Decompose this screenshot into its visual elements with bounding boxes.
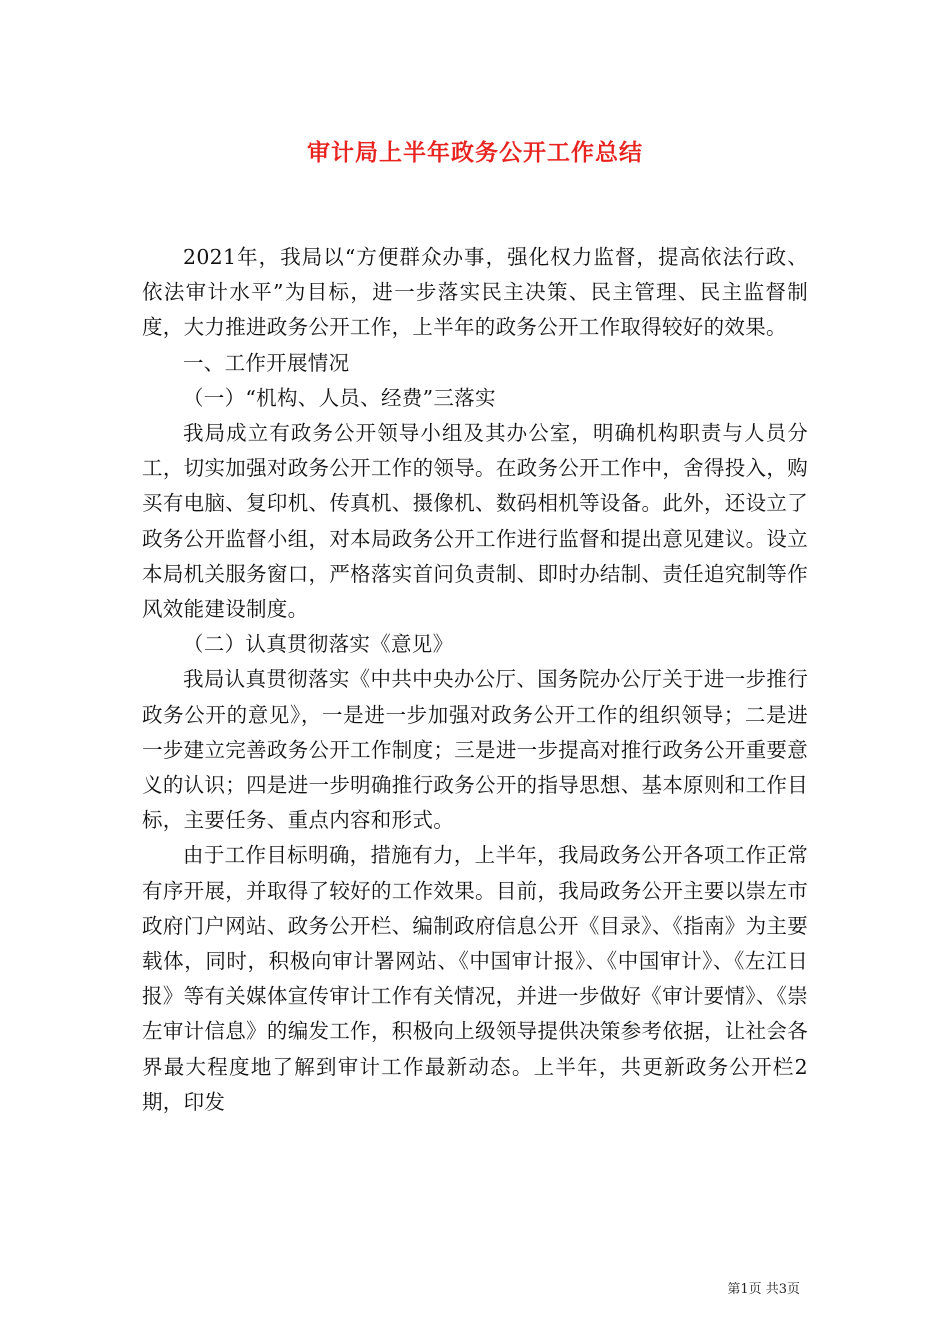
paragraph-intro: 2021年，我局以“方便群众办事，强化权力监督，提高依法行政、依法审计水平”为目标，进一步落实民主决策、民主管理、民主监督制度，大力推进政务公开工作，上半年的政务公开工作取得较好的效果。: [142, 245, 808, 340]
section-heading-1: 一、工作开展情况: [183, 350, 350, 375]
paragraph-implementation: 我局认真贯彻落实《中共中央办公厅、国务院办公厅关于进一步推行政务公开的意见》，一是进一步加强对政务公开工作的组织领导；二是进一步建立完善政务公开工作制度；三是进一步提高对推行政务公开重要意义的认识；四是进一步明确推行政务公开的指导思想、基本原则和工作目标，主要任务、重点内容和形式。: [142, 667, 808, 833]
subsection-heading-2: （二）认真贯彻落实《意见》: [183, 632, 454, 657]
document-title: 审计局上半年政务公开工作总结: [307, 140, 643, 166]
paragraph-results: 由于工作目标明确，措施有力，上半年，我局政务公开各项工作正常有序开展，并取得了较好的工作效果。目前，我局政务公开主要以崇左市政府门户网站、政务公开栏、编制政府信息公开《目录》、《指南》为主要载体，同时，积极向审计署网站、《中国审计报》、《中国审计》、《左江日报》等有关媒体宣传审计工作有关情况，并进一步做好《审计要情》、《崇左审计信息》的编发工作，积极向上级领导提供决策参考依据，让社会各界最大程度地了解到审计工作最新动态。上半年，共更新政务公开栏2期，印发: [142, 843, 808, 1114]
page-number: 第1页 共3页: [727, 1282, 800, 1297]
subsection-heading-1: （一）“机构、人员、经费”三落实: [183, 385, 496, 410]
document-body: [142, 240, 808, 1120]
paragraph-organization: 我局成立有政务公开领导小组及其办公室，明确机构职责与人员分工，切实加强对政务公开工作的领导。在政务公开工作中，舍得投入，购买有电脑、复印机、传真机、摄像机、数码相机等设备。此外，还设立了政务公开监督小组，对本局政务公开工作进行监督和提出意见建议。设立本局机关服务窗口，严格落实首问负责制、即时办结制、责任追究制等作风效能建设制度。: [142, 421, 808, 622]
